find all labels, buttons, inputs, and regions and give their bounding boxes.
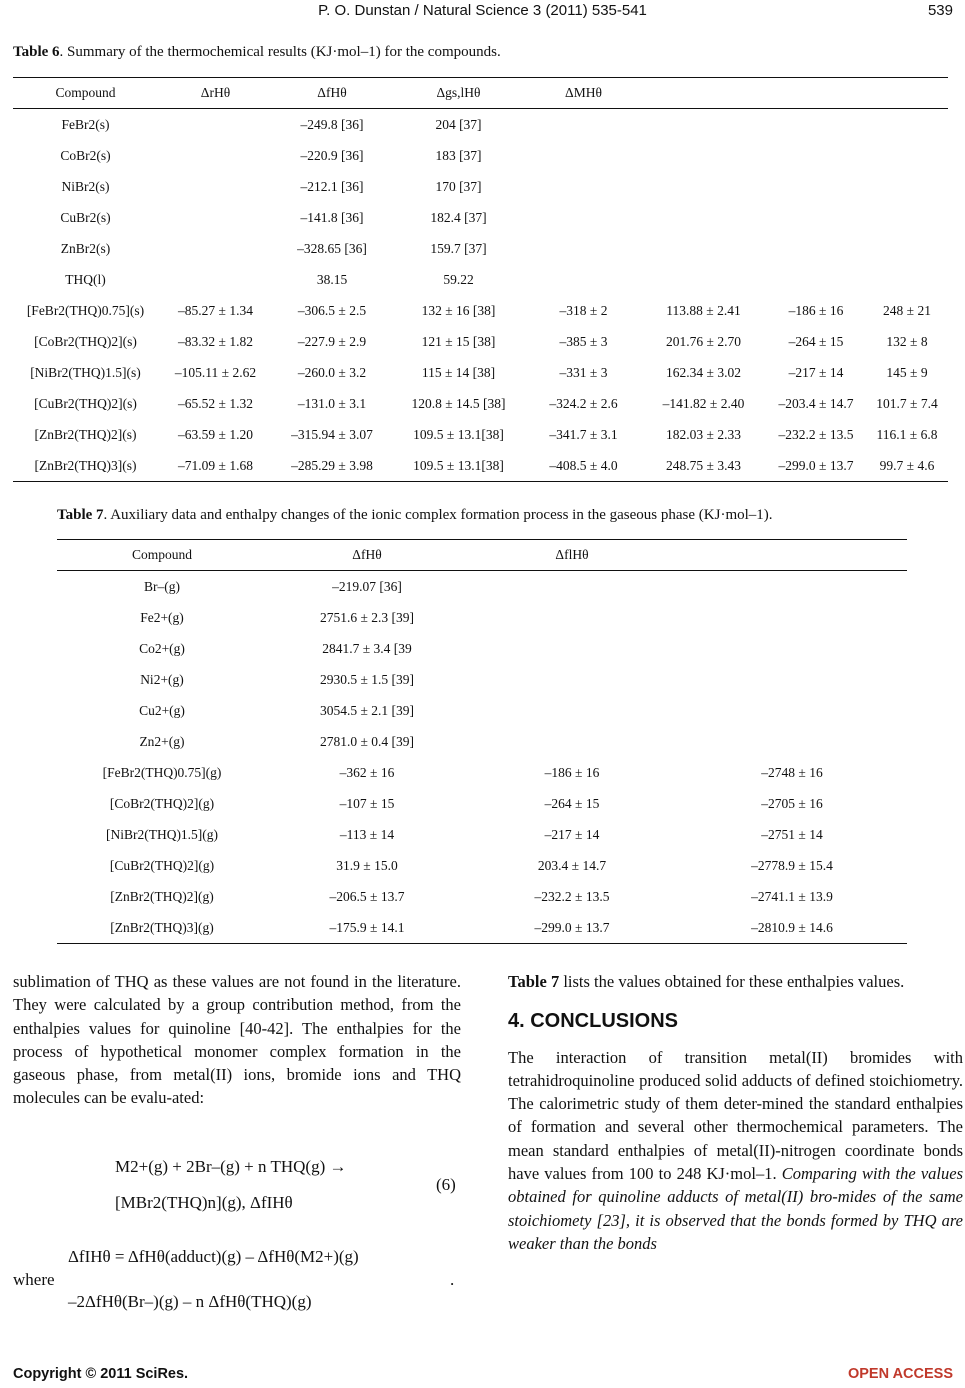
table-row xyxy=(57,571,907,603)
table-cell: 2930.5 ± 1.5 [39] xyxy=(319,671,415,687)
table-cell: 183 [37] xyxy=(435,147,482,163)
table-cell: –299.0 ± 13.7 xyxy=(766,450,866,482)
table-cell: 132 ± 16 [38] xyxy=(421,302,496,318)
table-row xyxy=(57,850,907,881)
table-cell: –385 ± 3 xyxy=(559,333,608,349)
table-cell: CoBr2(s) xyxy=(60,147,111,163)
header-row xyxy=(13,78,948,109)
equation-6-number: (6) xyxy=(436,1175,456,1194)
table-row xyxy=(57,726,907,757)
table-cell: –299.0 ± 13.7 xyxy=(467,912,677,944)
table-cell xyxy=(866,202,948,233)
table7-caption-text: . Auxiliary data and enthalpy changes of the ionic complex formation process in the gaseous phase (KJ·mol–1). xyxy=(103,507,773,523)
column-header: ΔflHθ xyxy=(467,540,677,571)
table-cell xyxy=(677,602,907,633)
table-cell: [CoBr2(THQ)2](s) xyxy=(34,333,137,349)
table-cell xyxy=(866,171,948,202)
table-cell: 2781.0 ± 0.4 [39] xyxy=(319,733,415,749)
column-header: ΔfHθ xyxy=(267,540,467,571)
table-cell: 203.4 ± 14.7 xyxy=(537,857,607,873)
table-cell: 116.1 ± 6.8 xyxy=(876,426,938,442)
table-cell: Cu2+(g) xyxy=(139,702,185,718)
table-cell: [CoBr2(THQ)2](g) xyxy=(109,795,215,811)
table-cell xyxy=(766,233,866,264)
table-cell xyxy=(766,202,866,233)
header-row xyxy=(57,540,907,571)
table7-caption xyxy=(57,507,773,524)
table-cell xyxy=(467,602,677,633)
table-cell xyxy=(467,571,677,603)
table-cell: 170 [37] xyxy=(435,178,482,194)
table-cell: –341.7 ± 3.1 xyxy=(549,426,618,442)
table-cell xyxy=(158,140,273,171)
equation-6-line2: [MBr2(THQ)n](g), ΔfIHθ xyxy=(115,1193,293,1212)
table-cell: [NiBr2(THQ)1.5](g) xyxy=(105,826,219,842)
table-cell: –131.0 ± 3.1 xyxy=(297,395,367,411)
table-cell: –186 ± 16 xyxy=(788,302,844,318)
table-cell xyxy=(526,140,641,171)
table-cell: –65.52 ± 1.32 xyxy=(178,395,253,411)
table-cell: –227.9 ± 2.9 xyxy=(297,333,367,349)
table-cell: –203.4 ± 14.7 xyxy=(778,395,854,411)
table7-caption-label: Table 7 xyxy=(57,507,104,523)
table-cell: –2778.9 ± 15.4 xyxy=(751,857,833,873)
table-row xyxy=(57,757,907,788)
table-cell xyxy=(641,233,766,264)
table-cell: –186 ± 16 xyxy=(544,764,600,780)
table-cell xyxy=(158,109,273,141)
table-cell xyxy=(526,171,641,202)
table-cell: Ni2+(g) xyxy=(140,671,184,687)
table6-caption xyxy=(13,44,501,61)
table-cell: –264 ± 15 xyxy=(544,795,600,811)
table-cell: –2810.9 ± 14.6 xyxy=(677,912,907,944)
table-cell: [CuBr2(THQ)2](g) xyxy=(109,857,215,873)
table6-caption-label: Table 6 xyxy=(13,44,60,60)
table-row xyxy=(13,109,948,141)
table-cell: 109.5 ± 13.1[38] xyxy=(391,450,526,482)
table-cell: Fe2+(g) xyxy=(140,609,184,625)
table-cell: 248 ± 21 xyxy=(883,302,931,318)
equation-6-line1: M2+(g) + 2Br–(g) + n THQ(g) → xyxy=(115,1157,347,1176)
column-header xyxy=(677,540,907,571)
table-cell: –212.1 [36] xyxy=(300,178,364,194)
table-cell: –249.8 [36] xyxy=(300,116,364,132)
footer-copyright: Copyright © 2011 SciRes. xyxy=(13,1366,189,1382)
table-cell: [CuBr2(THQ)2](s) xyxy=(34,395,137,411)
table-cell: ZnBr2(s) xyxy=(60,240,111,256)
table-cell: 3054.5 ± 2.1 [39] xyxy=(319,702,415,718)
table-cell: 248.75 ± 3.43 xyxy=(641,450,766,482)
table-cell: 38.15 xyxy=(316,271,348,287)
table-cell xyxy=(467,664,677,695)
right-column xyxy=(508,970,963,1255)
table-cell: –85.27 ± 1.34 xyxy=(178,302,253,318)
table-cell: –306.5 ± 2.5 xyxy=(297,302,367,318)
table-cell: –328.65 [36] xyxy=(297,240,367,256)
table-cell: 159.7 [37] xyxy=(430,240,487,256)
table-cell: –2705 ± 16 xyxy=(761,795,823,811)
left-column xyxy=(13,970,461,1110)
where-label: where xyxy=(13,1270,55,1289)
table6-caption-text: . Summary of the thermochemical results (KJ·mol–1) for the compounds. xyxy=(59,44,501,60)
table-cell: –2741.1 ± 13.9 xyxy=(751,888,833,904)
table-cell: 204 [37] xyxy=(435,116,482,132)
section-heading-conclusions: 4. CONCLUSIONS xyxy=(508,1010,679,1033)
table-cell: [FeBr2(THQ)0.75](s) xyxy=(26,302,145,318)
table-cell: –2748 ± 16 xyxy=(761,764,823,780)
table-cell xyxy=(158,264,273,295)
table-row xyxy=(13,295,948,326)
table-cell: 162.34 ± 3.02 xyxy=(666,364,741,380)
table-cell: –408.5 ± 4.0 xyxy=(526,450,641,482)
table-cell: –206.5 ± 13.7 xyxy=(329,888,405,904)
where-period: . xyxy=(450,1270,455,1289)
table-row xyxy=(13,450,948,482)
table-cell xyxy=(641,140,766,171)
table-cell xyxy=(677,726,907,757)
table-cell xyxy=(526,233,641,264)
column-header: ΔrHθ xyxy=(158,78,273,109)
table-cell: –217 ± 14 xyxy=(544,826,600,842)
table-cell: 101.7 ± 7.4 xyxy=(876,395,938,411)
table-cell: [ZnBr2(THQ)2](g) xyxy=(110,888,214,904)
table-cell: –83.32 ± 1.82 xyxy=(178,333,253,349)
table-row xyxy=(57,602,907,633)
table-cell: –331 ± 3 xyxy=(559,364,608,380)
table-cell xyxy=(467,726,677,757)
footer-open-access: OPEN ACCESS xyxy=(847,1366,953,1382)
column-header: ΔfHθ xyxy=(273,78,391,109)
table-row xyxy=(57,912,907,944)
table-row xyxy=(57,633,907,664)
column-header xyxy=(641,78,766,109)
table-cell: –324.2 ± 2.6 xyxy=(549,395,618,411)
table-cell: [NiBr2(THQ)1.5](s) xyxy=(30,364,141,380)
table-row xyxy=(13,326,948,357)
table-cell xyxy=(766,140,866,171)
table-cell: Br–(g) xyxy=(144,578,180,594)
table-row xyxy=(57,695,907,726)
table-cell: FeBr2(s) xyxy=(61,116,110,132)
table-cell xyxy=(158,171,273,202)
table-cell: –260.0 ± 3.2 xyxy=(297,364,367,380)
table-cell xyxy=(677,695,907,726)
table-cell xyxy=(158,233,273,264)
conclusions-text: The interaction of transition metal(II) bromides with tetrahidroquinoline produced solid adducts of defined stoichiometry. The calorimetric study of them deter-mined the standard enthalpies of formation and several other thermochemical parameters. The mean standard enthalpies of metal(II)-nitrogen coordinate bonds have values from 100 to 248 KJ·mol–1. xyxy=(508,1047,963,1184)
table-row xyxy=(13,202,948,233)
table-row xyxy=(13,264,948,295)
table-cell xyxy=(866,109,948,141)
table-cell xyxy=(866,233,948,264)
table-cell: Co2+(g) xyxy=(139,640,185,656)
table-cell xyxy=(526,264,641,295)
column-header: Compound xyxy=(13,78,158,109)
table-cell: NiBr2(s) xyxy=(61,178,110,194)
table7 xyxy=(57,539,907,944)
table-cell: –175.9 ± 14.1 xyxy=(267,912,467,944)
table-row xyxy=(57,881,907,912)
table-cell xyxy=(866,264,948,295)
table-row xyxy=(13,171,948,202)
conclusions-paragraph xyxy=(508,1046,963,1256)
table-cell xyxy=(526,109,641,141)
table-cell: –318 ± 2 xyxy=(559,302,608,318)
right-paragraph-1 xyxy=(508,970,963,993)
left-paragraph: sublimation of THQ as these values are not found in the literature. They were calculated by a group contribution method, from the enthalpies values for quinoline [40-42]. The enthalpies for the process of hypothetical monomer complex formation in the gaseous phase, from metal(II) ions, bromide ions and THQ molecules can be evalu-ated: xyxy=(13,972,461,1108)
table-cell xyxy=(526,202,641,233)
table-cell xyxy=(766,171,866,202)
table-cell: 31.9 ± 15.0 xyxy=(336,857,398,873)
table-cell: 109.5 ± 13.1[38] xyxy=(413,426,504,442)
table-cell: 182.4 [37] xyxy=(430,209,487,225)
column-header: Compound xyxy=(57,540,267,571)
right-paragraph-1-text: lists the values obtained for these enthalpies values. xyxy=(559,972,905,991)
table-cell: [ZnBr2(THQ)3](g) xyxy=(57,912,267,944)
table-cell xyxy=(158,202,273,233)
table-row xyxy=(13,357,948,388)
table-cell xyxy=(467,633,677,664)
table-cell: –232.2 ± 13.5 xyxy=(778,426,854,442)
table-cell: –2751 ± 14 xyxy=(761,826,823,842)
running-title: P. O. Dunstan / Natural Science 3 (2011) 535-541 xyxy=(318,2,647,19)
table-cell: CuBr2(s) xyxy=(60,209,111,225)
table-cell: 113.88 ± 2.41 xyxy=(666,302,741,318)
table-cell: 115 ± 14 [38] xyxy=(421,364,496,380)
table-cell: –220.9 [36] xyxy=(300,147,364,163)
table-cell: 182.03 ± 2.33 xyxy=(666,426,741,442)
conclusions-italic-text: Comparing with the values obtained for quinoline adducts of metal(II) bro-mides of the same stoichiomety [23], it is observed that the bonds formed by THQ are weaker than the bonds xyxy=(508,1164,963,1253)
where-equation-line1: ΔfIHθ = ΔfHθ(adduct)(g) – ΔfHθ(M2+)(g) xyxy=(68,1247,359,1266)
table-row xyxy=(57,664,907,695)
table-cell xyxy=(766,264,866,295)
table-cell: –219.07 [36] xyxy=(332,578,402,594)
table-cell xyxy=(766,109,866,141)
table-cell: 2841.7 ± 3.4 [39 xyxy=(322,640,412,656)
table-cell: –141.82 ± 2.40 xyxy=(662,395,745,411)
table-cell: [ZnBr2(THQ)2](s) xyxy=(34,426,137,442)
column-header: ΔMHθ xyxy=(526,78,641,109)
table6 xyxy=(13,77,948,482)
table-cell: 2751.6 ± 2.3 [39] xyxy=(319,609,415,625)
table-cell xyxy=(641,264,766,295)
table-cell: –362 ± 16 xyxy=(339,764,395,780)
table-row xyxy=(13,140,948,171)
table-cell: –63.59 ± 1.20 xyxy=(178,426,253,442)
table-cell: –71.09 ± 1.68 xyxy=(158,450,273,482)
table-cell: –285.29 ± 3.98 xyxy=(273,450,391,482)
table-cell: –264 ± 15 xyxy=(788,333,844,349)
table-cell: –113 ± 14 xyxy=(339,826,395,842)
table-cell xyxy=(677,633,907,664)
table-cell: Zn2+(g) xyxy=(139,733,185,749)
table-row xyxy=(57,819,907,850)
table-cell: 145 ± 9 xyxy=(886,364,928,380)
column-header xyxy=(866,78,948,109)
table-cell: –107 ± 15 xyxy=(339,795,395,811)
table-cell: 59.22 xyxy=(443,271,474,287)
table-row xyxy=(13,233,948,264)
table-cell: –217 ± 14 xyxy=(788,364,844,380)
column-header xyxy=(766,78,866,109)
table-cell: [ZnBr2(THQ)3](s) xyxy=(13,450,158,482)
column-header: Δgs,lHθ xyxy=(391,78,526,109)
table-cell xyxy=(641,109,766,141)
table-cell: –141.8 [36] xyxy=(300,209,364,225)
table-cell: –105.11 ± 2.62 xyxy=(174,364,257,380)
table-cell xyxy=(641,171,766,202)
table7-reference: Table 7 xyxy=(508,972,560,991)
table-cell: THQ(l) xyxy=(65,271,106,287)
page-number: 539 xyxy=(927,2,953,19)
table-cell: –315.94 ± 3.07 xyxy=(291,426,373,442)
table-row xyxy=(57,788,907,819)
where-equation-line2: –2ΔfHθ(Br–)(g) – n ΔfHθ(THQ)(g) xyxy=(68,1292,312,1311)
table-cell xyxy=(677,571,907,603)
table-cell xyxy=(641,202,766,233)
table-cell xyxy=(677,664,907,695)
table-cell: 120.8 ± 14.5 [38] xyxy=(411,395,506,411)
table-cell xyxy=(467,695,677,726)
table-row xyxy=(13,419,948,450)
table-cell: 201.76 ± 2.70 xyxy=(666,333,741,349)
table-cell: 132 ± 8 xyxy=(886,333,928,349)
table-row xyxy=(13,388,948,419)
table-cell: 121 ± 15 [38] xyxy=(421,333,496,349)
table-cell xyxy=(866,140,948,171)
table-cell: –232.2 ± 13.5 xyxy=(534,888,610,904)
table-cell: 99.7 ± 4.6 xyxy=(866,450,948,482)
table-cell: [FeBr2(THQ)0.75](g) xyxy=(102,764,222,780)
